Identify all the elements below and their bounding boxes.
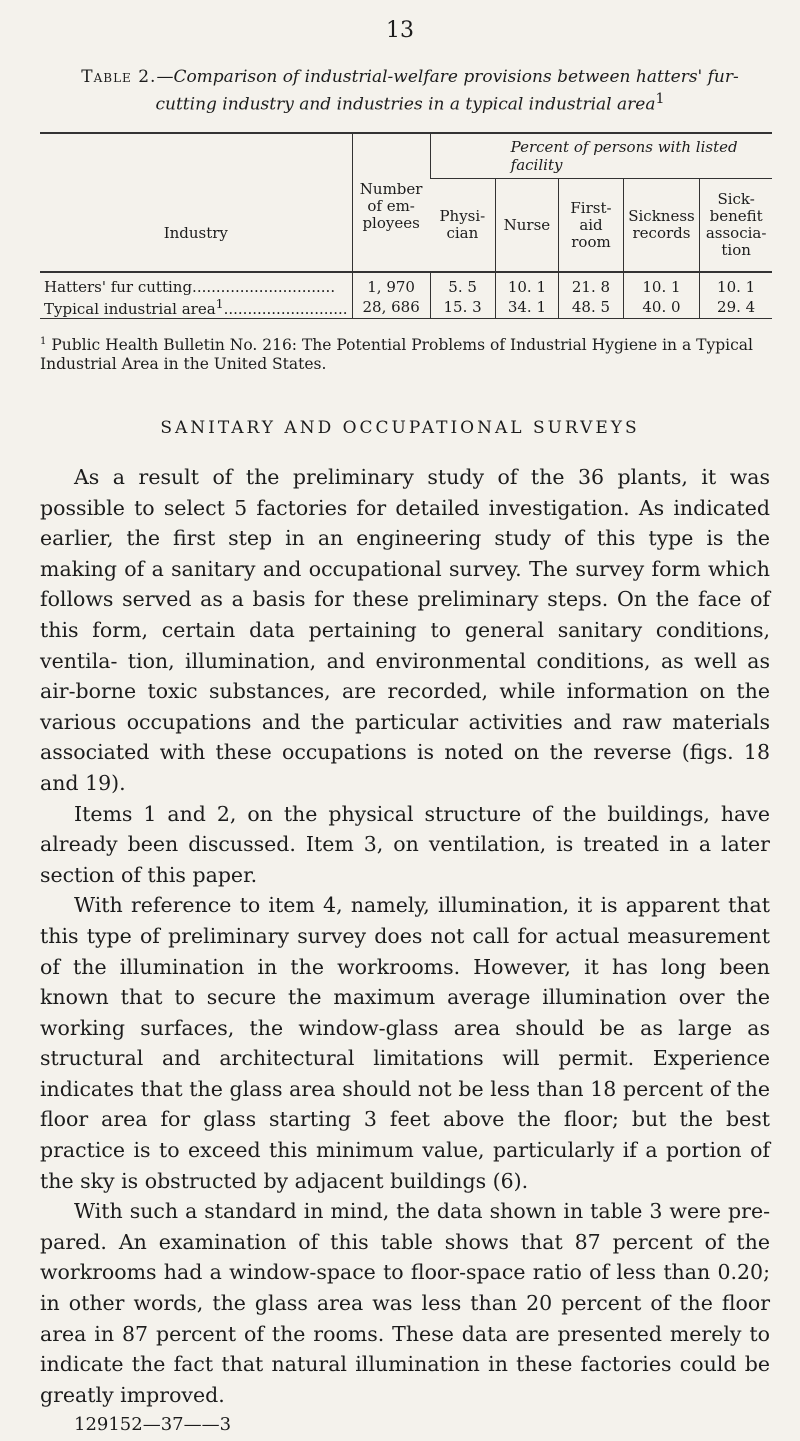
cell-employees: 1, 970	[352, 272, 430, 296]
cell-nurse: 34. 1	[495, 296, 559, 319]
cell-nurse: 10. 1	[495, 272, 559, 296]
footnote	[40, 332, 770, 374]
page-number: 13	[386, 18, 414, 43]
dot-leader: ..........................	[223, 300, 348, 318]
caption-footnote-ref: 1	[655, 91, 665, 107]
row-industry: Typical industrial area$^1$..........................	[40, 296, 352, 319]
header-industry: Industry	[163, 223, 228, 242]
facility-table	[40, 132, 772, 319]
header-group: Percent of persons with listed facility	[430, 133, 772, 179]
row-industry: Hatters' fur cutting..............................	[44, 277, 336, 296]
paragraph: With reference to item 4, namely, illumination, it is apparent that this type of preliminary survey does not call for actual measurement of the illumination in the workrooms. However, it has long been known that to secure the maximum average illumination over the working surfaces, the window-glass area should be as large as structural and architectural limitations will permit. Experience indicates that the glass area should not be less than 18 percent of the floor area for glass starting 3 feet above the floor; but the best practice is to exceed this minimum value, particularly if a portion of the sky is obstructed by adjacent buildings (6).	[40, 893, 770, 1193]
paragraph: Items 1 and 2, on the physical structure of the buildings, have already been discussed. Item 3, on ventilation, is treated in a later section of this paper.	[40, 801, 770, 887]
cell-sickness: 10. 1	[623, 272, 700, 296]
cell-employees: 28, 686	[352, 296, 430, 319]
footnote-marker: 1	[40, 336, 47, 347]
header-nurse: Nurse	[495, 179, 559, 273]
header-benefit: Sick- benefit associa- tion	[700, 179, 772, 273]
section-heading: SANITARY AND OCCUPATIONAL SURVEYS	[160, 418, 640, 438]
cell-first-aid: 48. 5	[559, 296, 623, 319]
cell-physician: 5. 5	[430, 272, 495, 296]
header-first-aid: First-aid room	[559, 179, 623, 273]
paragraph: As a result of the preliminary study of the 36 plants, it was possible to select 5 factories for detailed investigation. As indicated earlier, the first step in an engineering study of this type is the making of a sanitary and occupational survey. The survey form which follows served as a basis for these preliminary steps. On the face of this form, certain data pertaining to general sanitary conditions, ventila- tion, illumination, and environmental conditions, as well as air-borne toxic substances, are recorded, while information on the various occupations and the particular activities and raw materials associated with these occupations is noted on the reverse (figs. 18 and 19).	[40, 465, 770, 795]
header-employees: Number of em- ployees	[352, 133, 430, 272]
table-row	[40, 272, 772, 296]
cell-sickness: 40. 0	[623, 296, 700, 319]
dot-leader: ..............................	[192, 277, 336, 296]
paragraph: With such a standard in mind, the data shown in table 3 were pre- pared. An examination of this table shows that 87 percent of the workrooms had a window-space to floor-space ratio of less than 0.20; in other words, the glass area was less than 20 percent of the floor area in 87 percent of the rooms. These data are presented merely to indicate the fact that natural illumination in these factories could be greatly improved.	[40, 1199, 770, 1407]
cell-benefit: 29. 4	[700, 296, 772, 319]
header-physician: Physi- cian	[439, 207, 486, 242]
cell-first-aid: 21. 8	[559, 272, 623, 296]
body-text	[40, 462, 770, 1441]
row-footnote-ref: 1	[215, 296, 224, 311]
footnote-text: Public Health Bulletin No. 216: The Potential Problems of Industrial Hygiene in a Typical Industrial Area in the United States.	[40, 336, 753, 374]
header-sickness: Sickness records	[623, 179, 700, 273]
table-caption	[60, 66, 760, 116]
table-row	[40, 296, 772, 319]
print-code: 129152—37——3	[74, 1414, 232, 1436]
cell-physician: 15. 3	[430, 296, 495, 319]
cell-benefit: 10. 1	[700, 272, 772, 296]
table-title: —Comparison of industrial-welfare provisions between hatters' fur-cutting industry and industries in a typical industrial area	[155, 67, 739, 115]
table-label: Table 2.	[81, 67, 157, 87]
